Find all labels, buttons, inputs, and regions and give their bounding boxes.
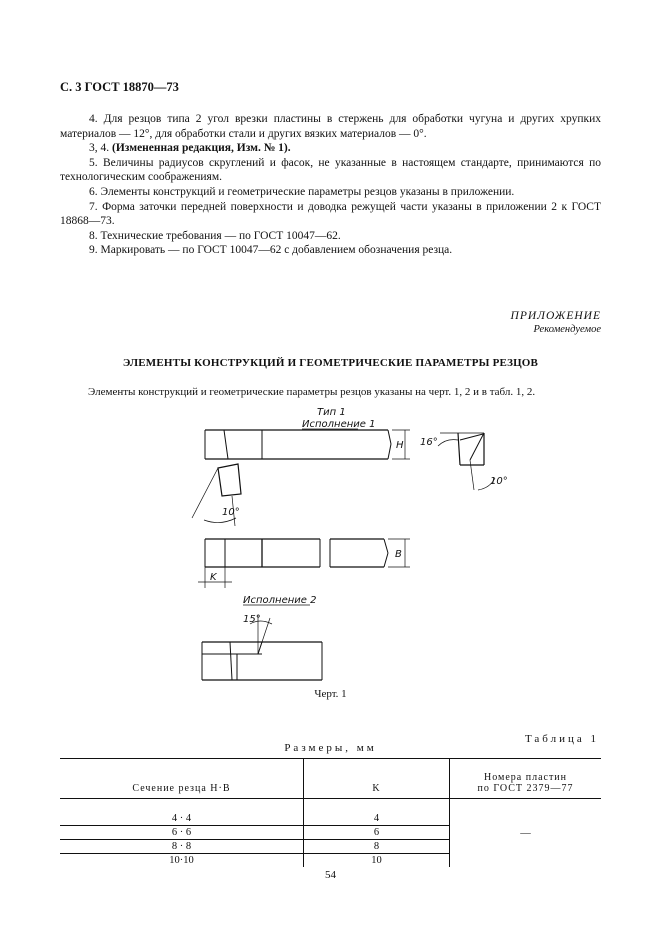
header-section: Сечение резца H·B: [60, 759, 303, 799]
table-row-k: 10: [303, 854, 449, 868]
table-row-section: 10·10: [169, 855, 194, 866]
header-plates-line2: по ГОСТ 2379—77: [477, 783, 574, 794]
angle-16-label: 16°: [420, 437, 438, 448]
table-row-section: 6 · 6: [60, 826, 303, 840]
cut-view-left: [192, 464, 241, 526]
angle-10-right-label: 10°: [490, 476, 508, 487]
top-bar-view: [205, 430, 410, 459]
table-row-k: 8: [303, 840, 449, 854]
table-sizes-label: Размеры, мм: [284, 742, 377, 754]
table-label: Таблица 1: [524, 733, 599, 745]
page-number: 54: [325, 869, 336, 881]
angle-10-left-label: 10°: [222, 507, 240, 518]
paragraph-9: 9. Маркировать — по ГОСТ 10047—62 с добавлением обозначения резца.: [89, 244, 453, 257]
page-header: С. 3 ГОСТ 18870—73: [60, 80, 179, 94]
dimensions-table: [60, 758, 601, 867]
paragraph-7: 7. Форма заточки передней поверхности и доводка режущей части указаны в приложении 2 к ГОСТ 18868—73.: [60, 200, 601, 228]
header-plates-line1: Номера пластин: [483, 772, 568, 783]
appendix-subtitle: Рекомендуемое: [533, 324, 601, 335]
appendix-title: ПРИЛОЖЕНИЕ: [510, 310, 601, 322]
middle-bar-view: [198, 539, 410, 588]
intro-text: Элементы конструкций и геометрические параметры резцов указаны на черт. 1, 2 и в табл. 1, 2.: [88, 386, 536, 398]
variant1-label: Исполнение 1: [302, 419, 376, 430]
plates-cell: —: [450, 799, 602, 868]
dim-h-label: H: [396, 440, 404, 451]
amendment-prefix: 3, 4.: [89, 142, 112, 155]
table-row-k: 4: [303, 812, 449, 826]
angle-detail-right: [420, 433, 508, 490]
dim-b-label: B: [395, 549, 402, 560]
paragraph-amendment: [60, 141, 601, 156]
table-row-k: 6: [303, 826, 449, 840]
header-plates: [450, 759, 602, 799]
dim-k-label: K: [210, 572, 217, 583]
variant2-view: [202, 614, 322, 680]
angle-15-label: 15°: [243, 614, 261, 625]
technical-drawing: [0, 400, 661, 690]
paragraph-6: 6. Элементы конструкций и геометрические параметры резцов указаны в приложении.: [89, 185, 515, 198]
table-row-section: 8 · 8: [60, 840, 303, 854]
paragraph-4: 4. Для резцов типа 2 угол врезки пластины в стержень для обработки чугуна и других хрупких материалов — 12°, для обработки стали и других вязких материалов — 0°.: [60, 113, 601, 140]
body-text: [60, 112, 601, 258]
variant2-label: Исполнение 2: [243, 595, 317, 606]
header-k: K: [303, 759, 449, 799]
amendment-note: (Измененная редакция, Изм. № 1).: [112, 142, 291, 155]
appendix-heading: [511, 310, 601, 335]
table-row-section: 4 · 4: [60, 812, 303, 826]
section-title: ЭЛЕМЕНТЫ КОНСТРУКЦИЙ И ГЕОМЕТРИЧЕСКИЕ ПАРАМЕТРЫ РЕЗЦОВ: [122, 357, 539, 369]
figure-caption: Черт. 1: [314, 688, 347, 700]
type-label: Тип 1: [317, 407, 346, 418]
paragraph-8: 8. Технические требования — по ГОСТ 10047—62.: [89, 229, 341, 242]
paragraph-5: 5. Величины радиусов скруглений и фасок, не указанные в настоящем стандарте, принимаются по технологическим соображениям.: [60, 156, 601, 184]
